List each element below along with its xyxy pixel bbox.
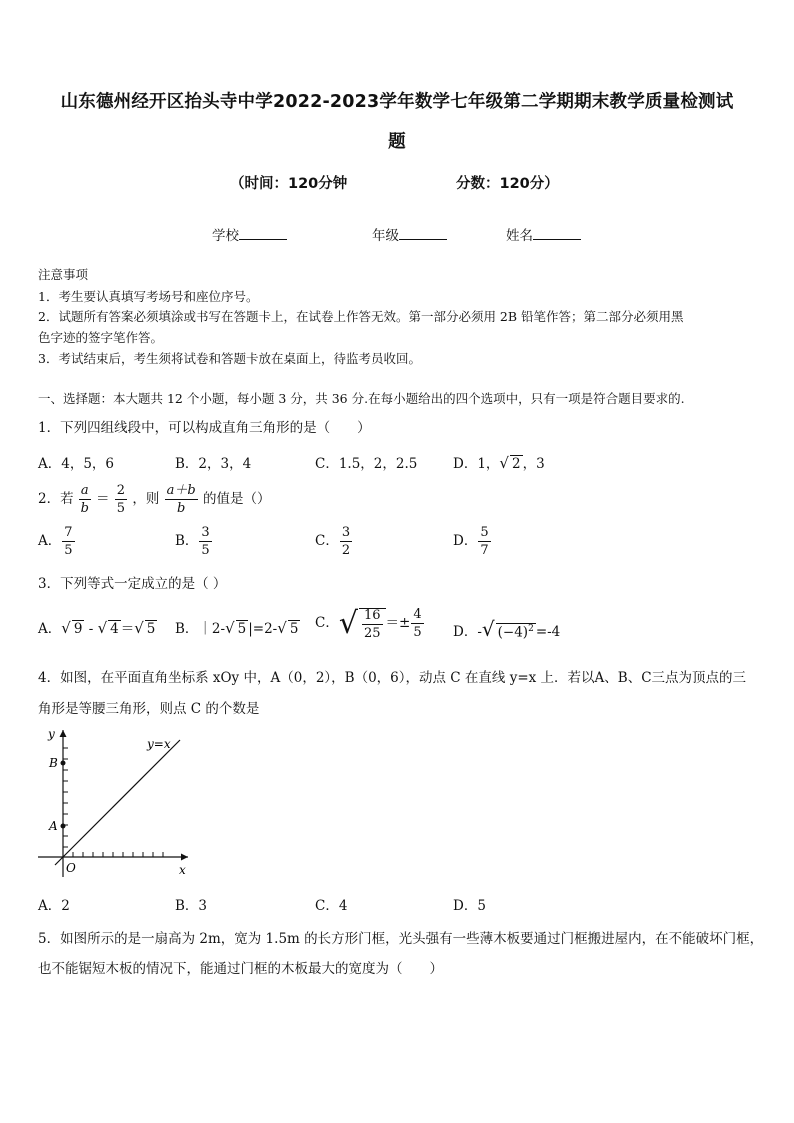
q2-equals: ＝ (95, 491, 110, 507)
q3-option-d: D．-√ $(-4)^2 =-4$ (453, 617, 561, 641)
x-ticks (73, 852, 163, 857)
q3-option-c: C．√ $\frac{16}{25}$ ＝± $\frac{4}{5}$ (315, 606, 422, 641)
q2-fraction-2-5: $\frac{2}{5}$ (116, 483, 126, 516)
notice-item-3: 3．考试结束后，考生须将试卷和答题卡放在桌面上，待监考员收回。 (38, 351, 421, 366)
q1-option-a: A．4，5，6 (38, 456, 115, 472)
q2-middle: ，则 (132, 491, 160, 507)
q3-option-a: A．√ 9 - √ 4 ＝√ 5 (38, 619, 156, 637)
q2-prefix: 2．若 (38, 491, 74, 507)
q2-option-d: D． $\frac{5}{7}$ (453, 525, 489, 558)
q1-d-radicand: 2 (511, 456, 521, 472)
q4-coordinate-figure (30, 722, 200, 882)
point-b (61, 761, 66, 766)
q1-d-prefix: D．1， (453, 456, 500, 472)
q3-option-b: B．｜2-√ 5 |=2-√ 5 (175, 619, 299, 637)
notice-item-2-cont: 色字迹的签字笔作答。 (38, 330, 164, 345)
page-title-continued: 题 (388, 132, 406, 152)
sqrt-icon: √ (277, 619, 287, 637)
q4-stem-line2: 角形是等腰三角形，则点 C 的个数是 (38, 701, 260, 717)
point-a-label: A (49, 819, 58, 833)
q4-option-b: B．3 (175, 898, 208, 914)
q5-stem-line2: 也不能锯短木板的情况下，能通过门框的木板最大的宽度为（ ） (38, 961, 443, 977)
notice-item-1: 1．考生要认真填写考场号和座位序号。 (38, 289, 259, 304)
grade-blank (399, 227, 447, 240)
q2-option-c: C． $\frac{3}{2}$ (315, 525, 351, 558)
school-blank (239, 227, 287, 240)
q1-d-suffix: ，3 (522, 456, 545, 472)
name-label: 姓名 (506, 228, 533, 244)
q4-option-c: C．4 (315, 898, 348, 914)
q1-stem: 1．下列四组线段中，可以构成直角三角形的是（ ） (38, 420, 371, 436)
sqrt-icon: √ (481, 617, 495, 641)
q5-stem-line1: 5．如图所示的是一扇高为 2m，宽为 1.5m 的长方形门框，光头强有一些薄木板要通过门框搬进屋内，在不能破坏门框， (38, 931, 764, 947)
line-y-equals-x (55, 740, 180, 865)
q4-stem-line1: 4．如图，在平面直角坐标系 xOy 中，A（0，2），B（0，6），动点 C 在直线 y=x 上．若以A、B、C三点为顶点的三 (38, 670, 747, 686)
name-field (506, 224, 581, 244)
q2-suffix: 的值是（） (203, 491, 271, 507)
y-axis-label: y (48, 727, 55, 741)
notice-heading: 注意事项 (38, 267, 89, 282)
section-heading: 一、选择题：本大题共 12 个小题，每小题 3 分，共 36 分.在每小题给出的四个选项中，只有一项是符合题目要求的. (38, 391, 685, 406)
q1-option-b: B．2，3，4 (175, 456, 252, 472)
name-blank (533, 227, 581, 240)
x-axis-label: x (179, 863, 186, 877)
point-a (61, 824, 66, 829)
school-label: 学校 (212, 228, 239, 244)
q4-option-a: A．2 (38, 898, 70, 914)
q4-option-d: D．5 (453, 898, 486, 914)
page-title: 山东德州经开区抬头寺中学2022-2023学年数学七年级第二学期期末教学质量检测试 (60, 92, 734, 112)
score-label: 分数：120分） (456, 176, 559, 192)
sqrt-icon: √ (134, 619, 144, 637)
sqrt-icon: √ (61, 619, 71, 637)
q1-option-c: C．1.5，2，2.5 (315, 456, 418, 472)
q1-option-d (453, 452, 545, 472)
grade-label: 年级 (372, 228, 399, 244)
q2-option-a: A． $\frac{7}{5}$ (38, 525, 73, 558)
q2-fraction-a-b: $\frac{a}{b}$ (80, 483, 89, 516)
school-field (212, 224, 287, 244)
q2-option-b: B． $\frac{3}{5}$ (175, 525, 210, 558)
grade-field (372, 224, 447, 244)
sqrt-icon: √ (499, 454, 509, 472)
q3-stem: 3．下列等式一定成立的是（ ） (38, 576, 227, 592)
point-b-label: B (49, 756, 58, 770)
q2-fraction-expr: $\frac{a+b}{b}$ (166, 483, 196, 516)
sqrt-icon: √ (338, 606, 358, 641)
q2-stem (38, 484, 271, 515)
time-label: （时间：120分钟 (230, 176, 348, 192)
sqrt-icon: √ (225, 619, 235, 637)
notice-item-2: 2．试题所有答案必须填涂或书写在答题卡上，在试卷上作答无效。第一部分必须用 2B 铅笔作答；第二部分必须用黑 (38, 309, 684, 324)
line-label: y=x (147, 737, 171, 751)
origin-label: O (66, 861, 76, 875)
sqrt-icon: √ (97, 619, 108, 637)
